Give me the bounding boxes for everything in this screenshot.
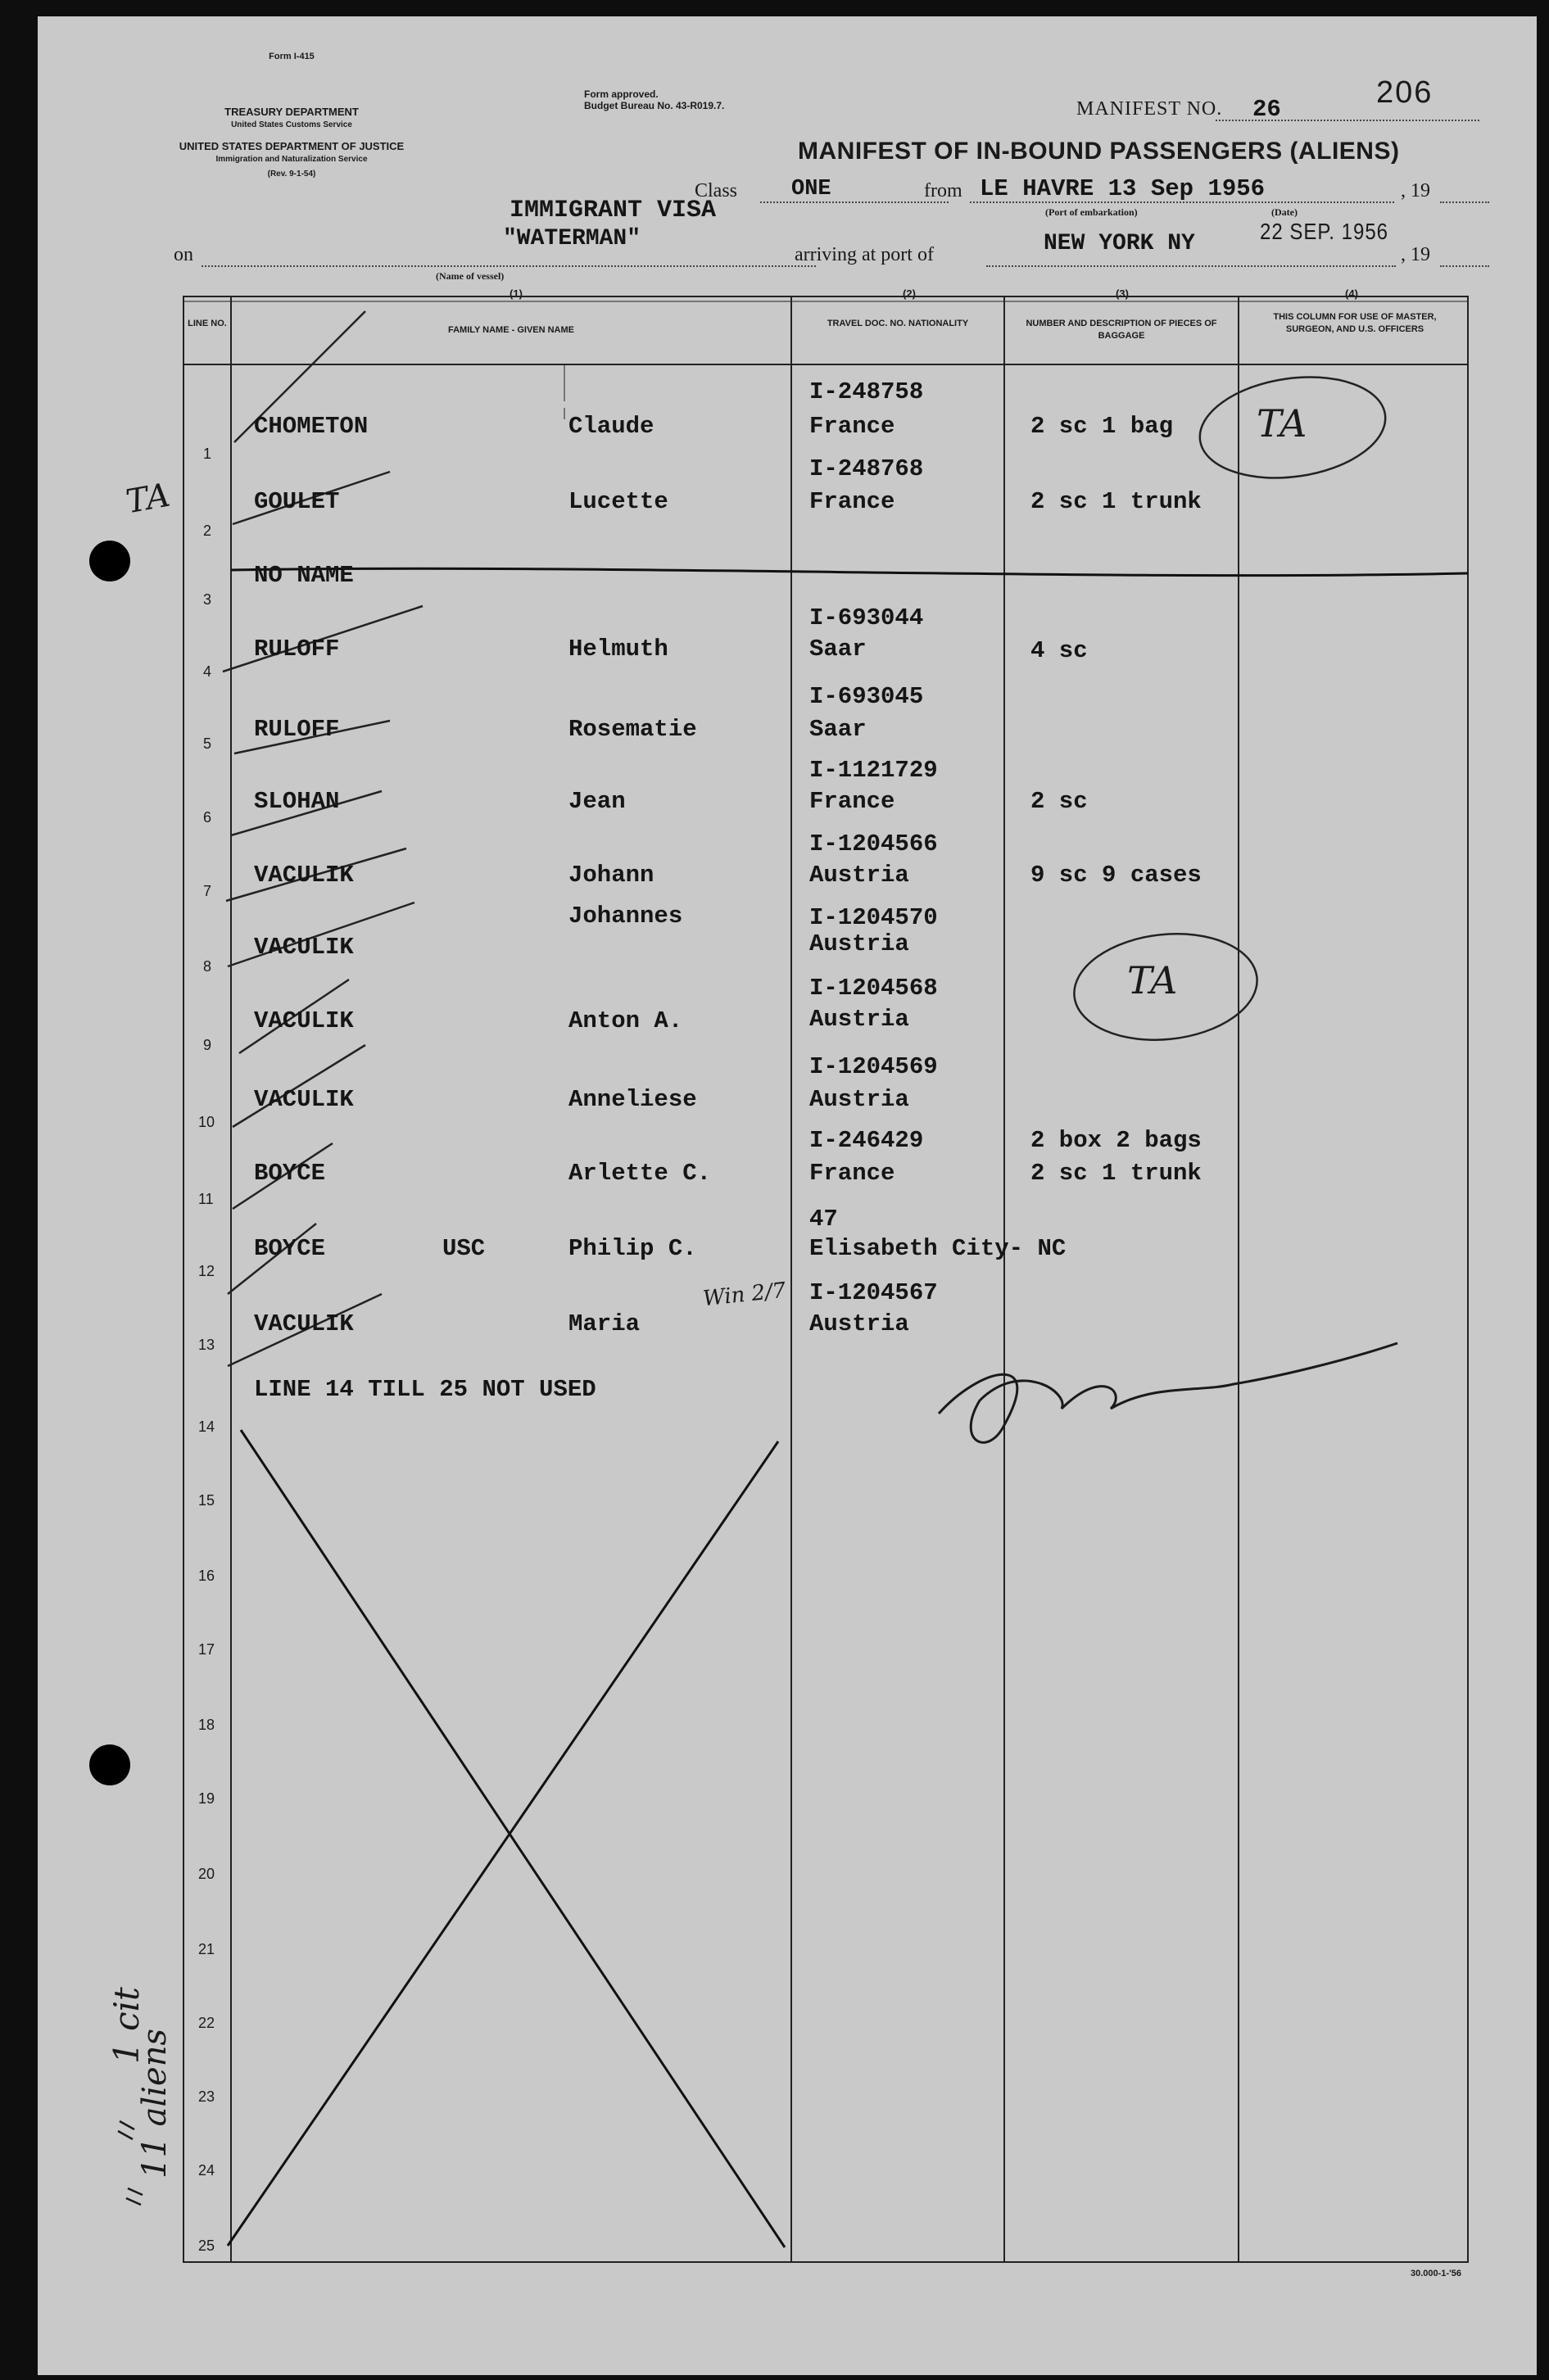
travel-doc: I-248758 — [809, 378, 924, 405]
given-name: Anneliese — [568, 1086, 697, 1113]
port-embark-caption: (Port of embarkation) — [1045, 206, 1138, 218]
travel-doc: I-693045 — [809, 683, 924, 710]
vessel-caption: (Name of vessel) — [436, 270, 505, 282]
arrival-date-stamp: 22 SEP. 1956 — [1260, 219, 1389, 245]
manifest-number: 26 — [1252, 96, 1281, 123]
travel-doc: I-1204570 — [809, 904, 938, 931]
nationality: Saar — [809, 636, 867, 663]
col-num-3: (3) — [1116, 287, 1129, 300]
col-num-1: (1) — [510, 287, 523, 300]
line-number: 13 — [198, 1337, 215, 1353]
arriving-label: arriving at port of — [795, 244, 934, 265]
revision: (Rev. 9-1-54) — [267, 170, 316, 179]
class-value: ONE — [791, 177, 831, 201]
nationality: Austria — [809, 862, 909, 889]
line-number: 5 — [203, 735, 212, 752]
form-approved: Form approved. — [584, 88, 659, 100]
nationality: France — [809, 1160, 895, 1187]
family-name: RULOFF — [254, 636, 340, 663]
given-name: Jean — [568, 788, 626, 815]
line-number: 2 — [203, 523, 212, 539]
ins-service: Immigration and Naturalization Service — [215, 155, 368, 164]
maria-note: Win 2/7 — [701, 1278, 787, 1312]
family-name: SLOHAN — [254, 788, 340, 815]
tally-citizens: 1 cit — [106, 1987, 147, 2064]
margin-ta-note: TA — [123, 476, 173, 522]
travel-doc: I-1204567 — [809, 1279, 938, 1306]
nationality: Austria — [809, 1006, 909, 1033]
travel-doc: I-1204569 — [809, 1053, 938, 1080]
family-name: VACULIK — [254, 1086, 354, 1113]
given-name: Anton A. — [568, 1007, 683, 1034]
line-number: 6 — [203, 809, 212, 826]
line-number: 7 — [203, 883, 212, 899]
line-number: 10 — [198, 1114, 215, 1130]
treasury-dept: TREASURY DEPARTMENT — [224, 106, 359, 118]
line-number: 14 — [198, 1418, 215, 1435]
class-label: Class — [695, 180, 738, 201]
line-number: 25 — [198, 2237, 215, 2254]
justice-dept: UNITED STATES DEPARTMENT OF JUSTICE — [179, 140, 405, 152]
year-label: , 19 — [1401, 180, 1430, 201]
line-number: 16 — [198, 1568, 215, 1584]
nationality: France — [809, 413, 895, 440]
usc-marker: USC — [442, 1235, 486, 1262]
family-name: NO NAME — [254, 562, 354, 589]
not-used-note: LINE 14 TILL 25 NOT USED — [254, 1376, 596, 1403]
col-num-2: (2) — [903, 287, 916, 300]
line-number: 11 — [198, 1191, 214, 1207]
travel-doc: I-1204566 — [809, 830, 938, 857]
given-name: Lucette — [568, 488, 668, 515]
travel-doc: I-246429 — [809, 1127, 924, 1154]
baggage: 2 box 2 bags — [1030, 1127, 1202, 1154]
nationality: Saar — [809, 716, 867, 743]
family-name: VACULIK — [254, 862, 354, 889]
given-name: Johannes — [568, 903, 683, 930]
baggage: 4 sc — [1030, 637, 1088, 664]
nationality: Austria — [809, 1310, 909, 1337]
header-name: FAMILY NAME - GIVEN NAME — [447, 325, 575, 335]
nationality: France — [809, 488, 895, 515]
manifest-page — [38, 16, 1537, 2375]
baggage: 2 sc — [1030, 788, 1088, 815]
family-name: BOYCE — [254, 1160, 326, 1187]
family-name: VACULIK — [254, 1007, 354, 1034]
family-name: CHOMETON — [254, 413, 369, 440]
ta-stamp-2: TA — [1127, 958, 1178, 1002]
visa-line: IMMIGRANT VISA — [510, 197, 717, 224]
on-label: on — [174, 244, 193, 265]
given-name: Claude — [568, 413, 654, 440]
nationality: Austria — [809, 930, 909, 957]
line-number: 19 — [198, 1790, 215, 1807]
travel-doc: I-1121729 — [809, 757, 938, 784]
line-number: 18 — [198, 1717, 215, 1733]
family-name: GOULET — [254, 488, 340, 515]
line-number: 15 — [198, 1492, 215, 1509]
travel-doc: I-1204568 — [809, 975, 938, 1002]
line-number: 22 — [198, 2015, 215, 2031]
header-line-no: LINE NO. — [188, 319, 227, 328]
line-number: 20 — [198, 1866, 215, 1882]
family-name: VACULIK — [254, 934, 354, 961]
ta-stamp-1: TA — [1257, 401, 1307, 446]
given-name: Helmuth — [568, 636, 668, 663]
from-label: from — [924, 180, 962, 201]
travel-doc: I-693044 — [809, 604, 924, 631]
col-num-4: (4) — [1345, 287, 1358, 300]
line-number: 17 — [198, 1641, 215, 1658]
line-number: 23 — [198, 2088, 215, 2105]
family-name: RULOFF — [254, 716, 340, 743]
travel-doc: 47 — [809, 1206, 838, 1233]
line-number: 24 — [198, 2162, 215, 2179]
port-of-embarkation: LE HAVRE 13 Sep 1956 — [980, 175, 1266, 202]
line-number: 1 — [203, 446, 212, 462]
line-number: 21 — [198, 1941, 215, 1957]
given-name: Maria — [568, 1310, 641, 1337]
arrival-port: NEW YORK NY — [1044, 231, 1195, 256]
family-name: VACULIK — [254, 1310, 354, 1337]
manifest-table — [38, 16, 1537, 2375]
form-code: 30.000-1-'56 — [1411, 2269, 1461, 2278]
budget-bureau: Budget Bureau No. 43-R019.7. — [584, 100, 725, 111]
manifest-label: MANIFEST NO. — [1076, 98, 1223, 120]
vessel-name: "WATERMAN" — [503, 226, 641, 251]
given-name: Philip C. — [568, 1235, 697, 1262]
nationality: France — [809, 788, 895, 815]
page-number: 206 — [1376, 75, 1434, 110]
baggage-line-2: 2 sc 1 trunk — [1030, 1160, 1202, 1187]
line-number: 8 — [203, 958, 212, 975]
given-name: Arlette C. — [568, 1160, 712, 1187]
form-number: Form I-415 — [269, 52, 315, 61]
header-baggage: NUMBER AND DESCRIPTION OF PIECES OF BAGGAGE — [1026, 319, 1217, 341]
line-number: 3 — [203, 591, 212, 608]
header-travel-doc: TRAVEL DOC. NO. NATIONALITY — [827, 319, 969, 328]
baggage: 2 sc 1 trunk — [1030, 488, 1202, 515]
baggage: 9 sc 9 cases — [1030, 862, 1202, 889]
line-number: 4 — [203, 663, 212, 680]
given-name: Rosematie — [568, 716, 697, 743]
travel-doc: I-248768 — [809, 455, 924, 482]
given-name: Johann — [568, 862, 654, 889]
family-name: BOYCE — [254, 1235, 326, 1262]
line-number: 12 — [198, 1263, 215, 1279]
nationality: Elisabeth City- NC — [809, 1235, 1067, 1262]
header-officers: THIS COLUMN FOR USE OF MASTER, SURGEON, AND U.S. OFFICERS — [1273, 312, 1437, 334]
year-label-2: , 19 — [1401, 244, 1430, 265]
nationality: Austria — [809, 1086, 909, 1113]
manifest-title: MANIFEST OF IN-BOUND PASSENGERS (ALIENS) — [798, 138, 1400, 165]
tally-aliens: 11 aliens — [136, 2028, 174, 2179]
line-number: 9 — [203, 1037, 212, 1053]
date-caption: (Date) — [1271, 206, 1298, 218]
baggage: 2 sc 1 bag — [1030, 413, 1174, 440]
customs-service: United States Customs Service — [231, 120, 352, 129]
